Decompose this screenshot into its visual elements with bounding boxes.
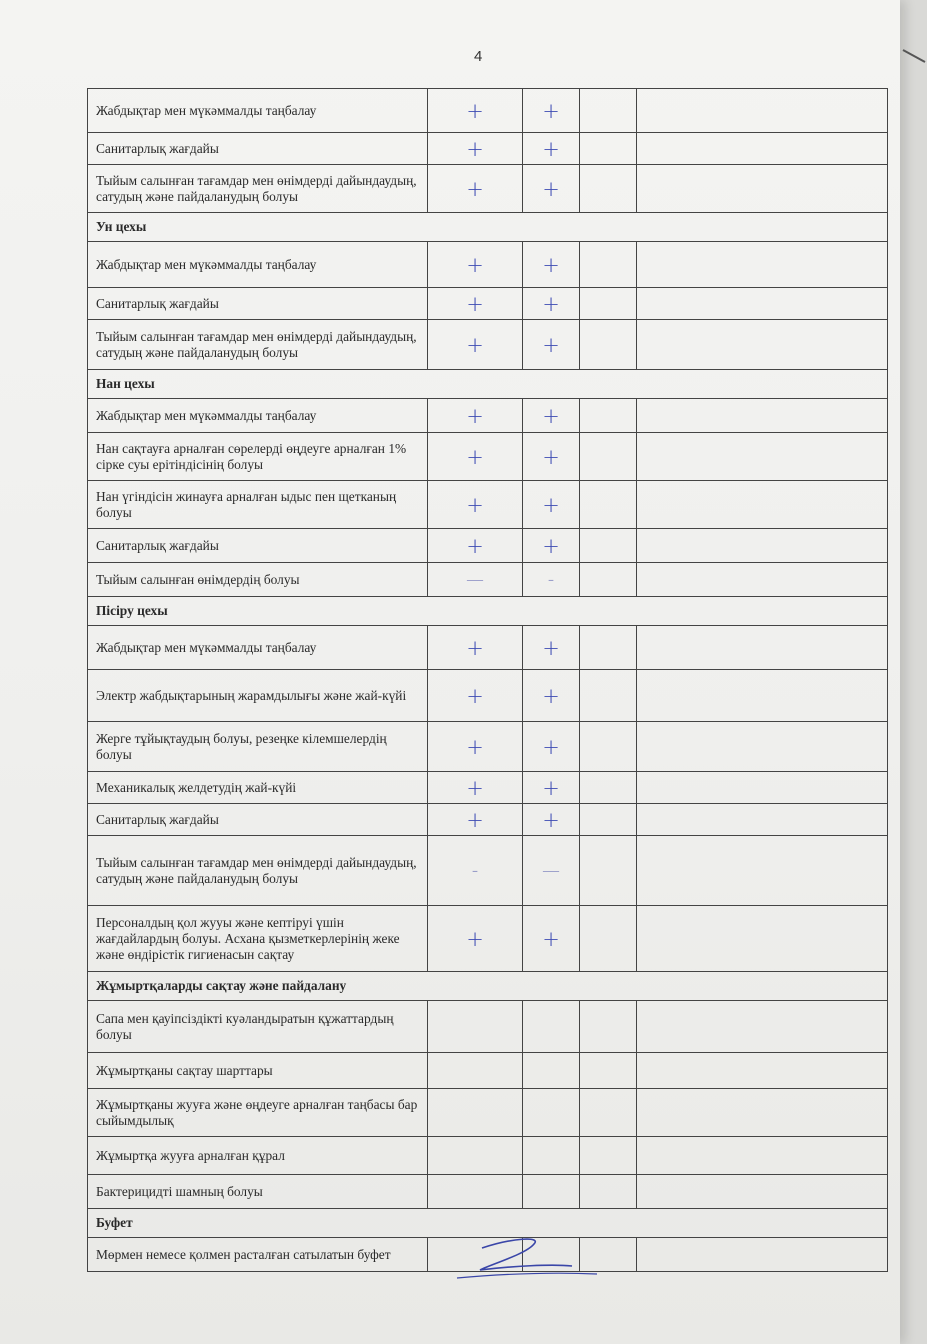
- mark-column-2: +: [523, 320, 580, 370]
- mark-column-2: +: [523, 89, 580, 133]
- notes-column: [637, 288, 888, 320]
- mark-column-1: [428, 1137, 523, 1175]
- pen-stroke-edge: [895, 40, 927, 80]
- blank-column-3: [580, 626, 637, 670]
- requirement-label: Сапа мен қауіпсіздікті куәландыратын құжаттардың болуы: [88, 1001, 428, 1053]
- mark-column-2: +: [523, 670, 580, 722]
- checklist-row: [88, 1001, 888, 1053]
- mark-column-2: +: [523, 433, 580, 481]
- requirement-label: Жабдықтар мен мүкәммалды таңбалау: [88, 242, 428, 288]
- requirement-label: Тыйым салынған өнімдердің болуы: [88, 563, 428, 597]
- notes-column: [637, 481, 888, 529]
- notes-column: [637, 399, 888, 433]
- mark-column-1: +: [428, 133, 523, 165]
- mark-column-1: +: [428, 804, 523, 836]
- mark-column-2: [523, 1137, 580, 1175]
- requirement-label: Тыйым салынған тағамдар мен өнімдерді дайындаудың, сатудың және пайдаланудың болуы: [88, 320, 428, 370]
- blank-column-3: [580, 89, 637, 133]
- notes-column: [637, 433, 888, 481]
- notes-column: [637, 1137, 888, 1175]
- checklist-row: [88, 722, 888, 772]
- mark-column-2: [523, 1001, 580, 1053]
- mark-column-1: +: [428, 399, 523, 433]
- checklist-row: [88, 626, 888, 670]
- mark-column-2: +: [523, 165, 580, 213]
- checklist-row: [88, 772, 888, 804]
- section-title: Буфет: [88, 1209, 888, 1238]
- mark-column-1: +: [428, 626, 523, 670]
- checklist-row: [88, 288, 888, 320]
- mark-column-1: —: [428, 563, 523, 597]
- inspection-checklist-table: [87, 88, 888, 1272]
- blank-column-3: [580, 481, 637, 529]
- mark-column-2: +: [523, 772, 580, 804]
- section-title: Жұмыртқаларды сақтау және пайдалану: [88, 972, 888, 1001]
- mark-column-1: +: [428, 670, 523, 722]
- mark-column-1: [428, 1053, 523, 1089]
- section-title: Ун цехы: [88, 213, 888, 242]
- blank-column-3: [580, 399, 637, 433]
- notes-column: [637, 626, 888, 670]
- requirement-label: Жұмыртқаны сақтау шарттары: [88, 1053, 428, 1089]
- section-header: [88, 597, 888, 626]
- mark-column-2: —: [523, 836, 580, 906]
- section-header: [88, 213, 888, 242]
- notes-column: [637, 670, 888, 722]
- notes-column: [637, 1089, 888, 1137]
- mark-column-1: +: [428, 772, 523, 804]
- mark-column-1: +: [428, 529, 523, 563]
- mark-column-2: +: [523, 722, 580, 772]
- mark-column-1: +: [428, 89, 523, 133]
- blank-column-3: [580, 133, 637, 165]
- mark-column-2: +: [523, 133, 580, 165]
- requirement-label: Жабдықтар мен мүкәммалды таңбалау: [88, 626, 428, 670]
- handwritten-scribble: [452, 1230, 602, 1290]
- requirement-label: Жұмыртқа жууға арналған құрал: [88, 1137, 428, 1175]
- mark-column-2: +: [523, 242, 580, 288]
- mark-column-1: -: [428, 836, 523, 906]
- notes-column: [637, 772, 888, 804]
- mark-column-1: [428, 1175, 523, 1209]
- mark-column-1: +: [428, 165, 523, 213]
- blank-column-3: [580, 836, 637, 906]
- notes-column: [637, 1175, 888, 1209]
- requirement-label: Бактерицидті шамның болуы: [88, 1175, 428, 1209]
- notes-column: [637, 133, 888, 165]
- mark-column-2: +: [523, 288, 580, 320]
- mark-column-1: [428, 1089, 523, 1137]
- mark-column-1: [428, 1001, 523, 1053]
- blank-column-3: [580, 529, 637, 563]
- mark-column-2: +: [523, 906, 580, 972]
- mark-column-2: +: [523, 481, 580, 529]
- mark-column-2: +: [523, 626, 580, 670]
- checklist-row: [88, 804, 888, 836]
- section-header: [88, 370, 888, 399]
- section-header: [88, 972, 888, 1001]
- checklist-row: [88, 670, 888, 722]
- requirement-label: Мөрмен немесе қолмен расталған сатылатын буфет: [88, 1238, 428, 1272]
- checklist-row: [88, 165, 888, 213]
- blank-column-3: [580, 772, 637, 804]
- blank-column-3: [580, 1089, 637, 1137]
- section-title: Нан цехы: [88, 370, 888, 399]
- requirement-label: Санитарлық жағдайы: [88, 133, 428, 165]
- checklist-row: [88, 529, 888, 563]
- mark-column-1: +: [428, 481, 523, 529]
- notes-column: [637, 804, 888, 836]
- requirement-label: Жұмыртқаны жууға және өңдеуге арналған таңбасы бар сыйымдылық: [88, 1089, 428, 1137]
- mark-column-1: +: [428, 906, 523, 972]
- requirement-label: Механикалық желдетудің жай-күйі: [88, 772, 428, 804]
- mark-column-1: +: [428, 320, 523, 370]
- checklist-row: [88, 1053, 888, 1089]
- requirement-label: Жабдықтар мен мүкәммалды таңбалау: [88, 89, 428, 133]
- checklist-row: [88, 89, 888, 133]
- mark-column-2: [523, 1089, 580, 1137]
- section-title: Пісіру цехы: [88, 597, 888, 626]
- notes-column: [637, 529, 888, 563]
- checklist-row: [88, 320, 888, 370]
- mark-column-1: +: [428, 288, 523, 320]
- requirement-label: Жерге тұйықтаудың болуы, резеңке кілемшелердің болуы: [88, 722, 428, 772]
- notes-column: [637, 320, 888, 370]
- requirement-label: Тыйым салынған тағамдар мен өнімдерді дайындаудың, сатудың және пайдаланудың болуы: [88, 836, 428, 906]
- requirement-label: Санитарлық жағдайы: [88, 288, 428, 320]
- mark-column-1: +: [428, 433, 523, 481]
- notes-column: [637, 89, 888, 133]
- notes-column: [637, 1238, 888, 1272]
- mark-column-2: +: [523, 804, 580, 836]
- checklist-body: [88, 89, 888, 1272]
- blank-column-3: [580, 1137, 637, 1175]
- notes-column: [637, 1001, 888, 1053]
- page-number: 4: [474, 48, 483, 65]
- blank-column-3: [580, 320, 637, 370]
- checklist-row: [88, 1175, 888, 1209]
- notes-column: [637, 722, 888, 772]
- blank-column-3: [580, 906, 637, 972]
- blank-column-3: [580, 1053, 637, 1089]
- requirement-label: Нан үгіндісін жинауға арналған ыдыс пен щетканың болуы: [88, 481, 428, 529]
- blank-column-3: [580, 242, 637, 288]
- blank-column-3: [580, 563, 637, 597]
- mark-column-2: [523, 1053, 580, 1089]
- checklist-row: [88, 433, 888, 481]
- blank-column-3: [580, 804, 637, 836]
- mark-column-2: +: [523, 399, 580, 433]
- blank-column-3: [580, 722, 637, 772]
- notes-column: [637, 242, 888, 288]
- mark-column-2: +: [523, 529, 580, 563]
- blank-column-3: [580, 165, 637, 213]
- notes-column: [637, 836, 888, 906]
- mark-column-1: +: [428, 722, 523, 772]
- checklist-row: [88, 481, 888, 529]
- checklist-row: [88, 563, 888, 597]
- checklist-row: [88, 399, 888, 433]
- checklist-row: [88, 836, 888, 906]
- mark-column-1: +: [428, 242, 523, 288]
- checklist-row: [88, 1089, 888, 1137]
- checklist-row: [88, 133, 888, 165]
- blank-column-3: [580, 1175, 637, 1209]
- blank-column-3: [580, 288, 637, 320]
- notes-column: [637, 906, 888, 972]
- blank-column-3: [580, 670, 637, 722]
- requirement-label: Жабдықтар мен мүкәммалды таңбалау: [88, 399, 428, 433]
- blank-column-3: [580, 1001, 637, 1053]
- mark-column-2: [523, 1175, 580, 1209]
- requirement-label: Электр жабдықтарының жарамдылығы және жай-күйі: [88, 670, 428, 722]
- blank-column-3: [580, 433, 637, 481]
- notes-column: [637, 165, 888, 213]
- requirement-label: Персоналдың қол жууы және кептіруі үшін жағдайлардың болуы. Асхана қызметкерлерінің жеке және өндірістік гигиенасын сақтау: [88, 906, 428, 972]
- requirement-label: Санитарлық жағдайы: [88, 529, 428, 563]
- requirement-label: Нан сақтауға арналған сөрелерді өңдеуге арналған 1% сірке суы ерітіндісінің болуы: [88, 433, 428, 481]
- checklist-row: [88, 906, 888, 972]
- notes-column: [637, 563, 888, 597]
- notes-column: [637, 1053, 888, 1089]
- requirement-label: Тыйым салынған тағамдар мен өнімдерді дайындаудың, сатудың және пайдаланудың болуы: [88, 165, 428, 213]
- checklist-row: [88, 242, 888, 288]
- mark-column-2: -: [523, 563, 580, 597]
- requirement-label: Санитарлық жағдайы: [88, 804, 428, 836]
- checklist-row: [88, 1137, 888, 1175]
